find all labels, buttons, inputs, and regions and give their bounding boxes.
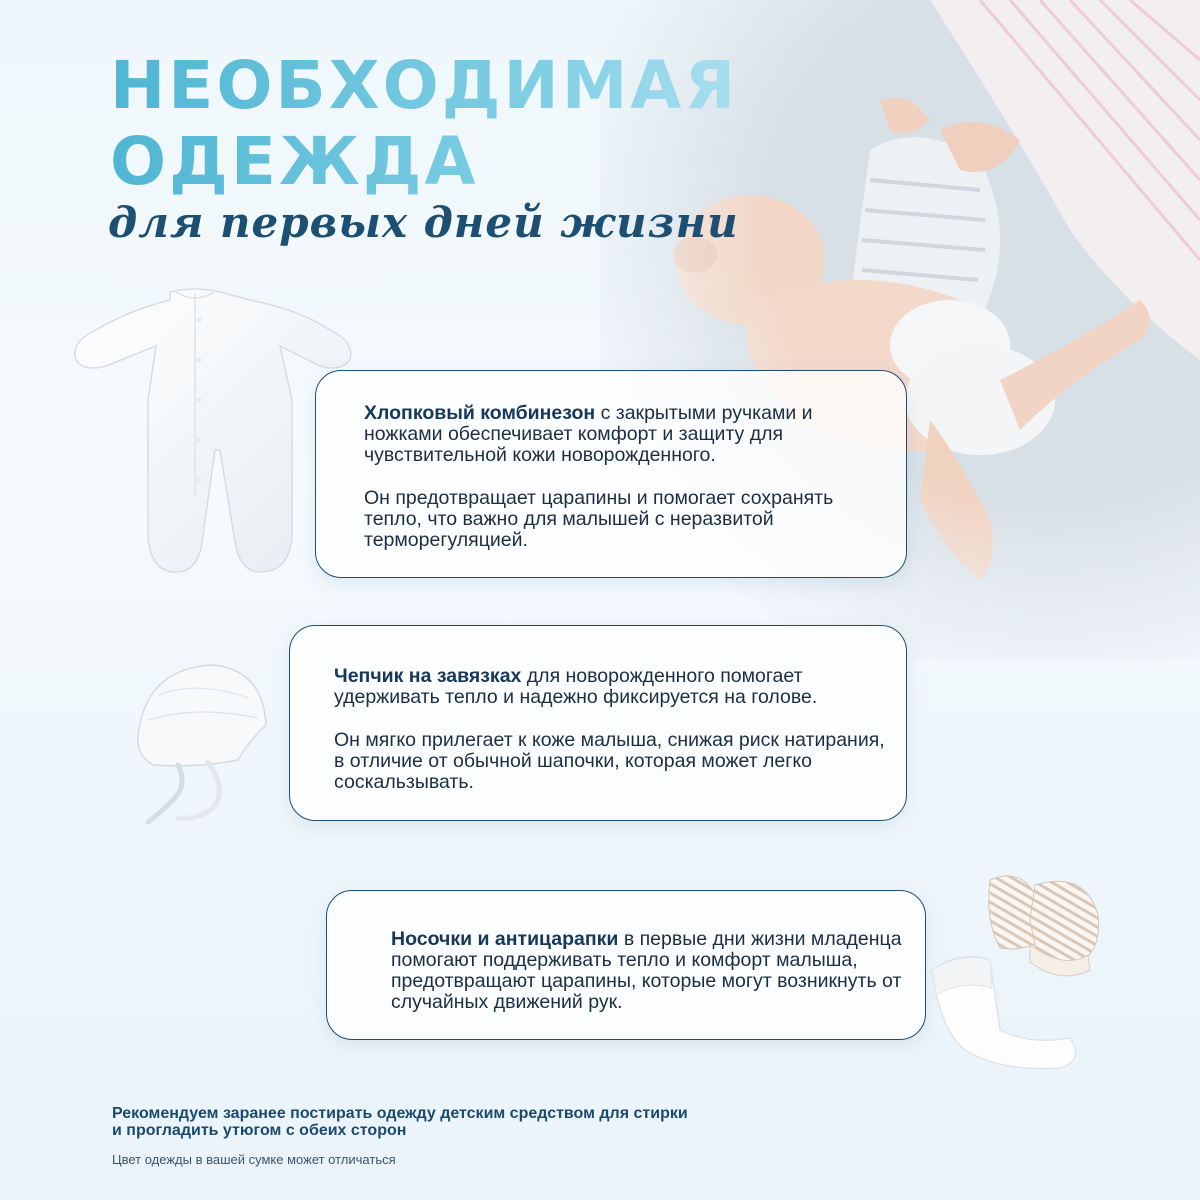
socks-mittens-image <box>920 860 1120 1070</box>
bonnet-card-text <box>334 666 894 815</box>
bodysuit-highlight: Хлопковый комбинезон <box>364 402 596 424</box>
bonnet-icon <box>118 650 278 830</box>
recommendation-line-2: и прогладить утюгом с обеих сторон <box>112 1122 407 1139</box>
bodysuit-text-1: с закрытыми ручками и ножками обеспечивает комфорт и защиту для чувствительной кожи новорожденного. <box>364 402 813 466</box>
bonnet-image <box>118 650 278 830</box>
bodysuit-card-text <box>364 403 874 573</box>
page-title <box>110 48 738 200</box>
bonnet-text-2: Он мягко прилегает к коже малыша, снижая риск натирания, в отличие от обычной шапочки, которая может легко соскальзывать. <box>334 729 885 793</box>
bonnet-card <box>289 625 907 821</box>
bodysuit-icon <box>30 280 360 580</box>
socks-card-text <box>391 929 921 1035</box>
bonnet-highlight: Чепчик на завязках <box>334 665 522 687</box>
socks-text-1: в первые дни жизни младенца помогают поддерживать тепло и комфорт малыша, предотвращают царапины, которые могут возникнуть от случайных движений рук. <box>391 928 902 1013</box>
color-disclaimer: Цвет одежды в вашей сумке может отличаться <box>112 1152 396 1167</box>
bodysuit-paragraph-1 <box>364 403 874 466</box>
title-line-2: ОДЕЖДА <box>110 123 479 200</box>
bonnet-paragraph-1 <box>334 666 894 708</box>
bonnet-text-1: для новорожденного помогает удерживать тепло и надежно фиксируется на голове. <box>334 665 818 708</box>
socks-mittens-icon <box>920 860 1120 1070</box>
bodysuit-card <box>315 370 907 578</box>
bodysuit-image <box>30 280 360 580</box>
recommendation-line-1: Рекомендуем заранее постирать одежду детским средством для стирки <box>112 1105 688 1122</box>
socks-card <box>326 890 926 1040</box>
socks-paragraph-1 <box>391 929 921 1013</box>
bodysuit-text-2: Он предотвращает царапины и помогает сохранять тепло, что важно для малышей с неразвитой терморегуляцией. <box>364 487 834 551</box>
title-line-1: НЕОБХОДИМАЯ <box>110 47 739 124</box>
socks-highlight: Носочки и антицарапки <box>391 928 619 950</box>
page-subtitle: для первых дней жизни <box>108 198 739 247</box>
washing-recommendation <box>112 1105 832 1139</box>
